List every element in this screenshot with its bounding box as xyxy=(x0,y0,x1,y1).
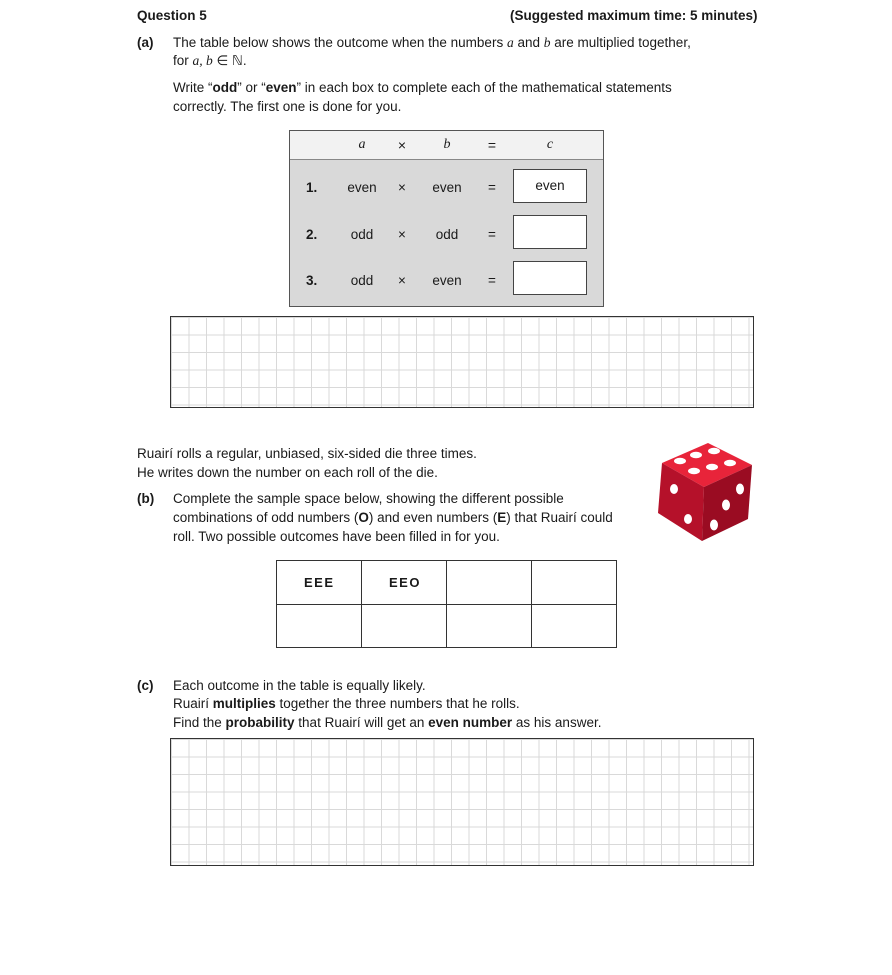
header-a: a xyxy=(358,137,366,152)
part-a-instruction: Write “odd” or “even” in each box to complete each of the mathematical statements xyxy=(173,80,672,95)
part-a-text-line1: The table below shows the outcome when the numbers a and b are multiplied together, xyxy=(173,35,691,50)
sample-cell[interactable] xyxy=(447,604,532,648)
sample-space-table xyxy=(276,560,617,648)
part-b-line3: roll. Two possible outcomes have been filled in for you. xyxy=(173,529,500,544)
part-c-label: (c) xyxy=(137,678,154,693)
sample-cell[interactable] xyxy=(447,561,532,605)
row-a-value: odd xyxy=(350,227,374,242)
part-c-line3: Find the probability that Ruairí will get an even number as his answer. xyxy=(173,715,602,730)
suggested-time: (Suggested maximum time: 5 minutes) xyxy=(510,8,758,23)
row-number: 1. xyxy=(306,180,318,195)
parity-table xyxy=(289,130,604,307)
times-sign: × xyxy=(398,180,406,195)
part-a-instruction-line2: correctly. The first one is done for you. xyxy=(173,99,402,114)
row-number: 3. xyxy=(306,273,318,288)
answer-grid-c[interactable] xyxy=(170,738,754,866)
times-sign: × xyxy=(398,273,406,288)
answer-grid-a[interactable] xyxy=(170,316,754,408)
die-image xyxy=(652,441,756,545)
intro-line1: Ruairí rolls a regular, unbiased, six-sided die three times. xyxy=(137,446,477,461)
sample-cell[interactable] xyxy=(532,604,617,648)
sample-cell[interactable] xyxy=(277,604,362,648)
row-number: 2. xyxy=(306,227,318,242)
part-b-label: (b) xyxy=(137,491,155,506)
sample-cell: EEO xyxy=(362,561,447,605)
sample-cell[interactable] xyxy=(532,561,617,605)
equals-sign: = xyxy=(488,180,496,195)
row-b-value: odd xyxy=(435,227,459,242)
times-sign: × xyxy=(398,227,406,242)
header-c: c xyxy=(546,137,554,152)
equals-sign: = xyxy=(488,273,496,288)
header-times: × xyxy=(397,137,407,153)
row-a-value: odd xyxy=(350,273,374,288)
part-b-line2: combinations of odd numbers (O) and even numbers (E) that Ruairí could xyxy=(173,510,613,525)
answer-box: even xyxy=(513,169,587,203)
row-b-value: even xyxy=(432,273,462,288)
part-c-line1: Each outcome in the table is equally likely. xyxy=(173,678,426,693)
equals-sign: = xyxy=(488,227,496,242)
part-a-label: (a) xyxy=(137,35,154,50)
sample-cell[interactable] xyxy=(362,604,447,648)
part-b-line1: Complete the sample space below, showing the different possible xyxy=(173,491,564,506)
part-a-text-line2: for a, b ∈ ℕ. xyxy=(173,53,247,68)
header-equals: = xyxy=(487,137,497,153)
row-a-value: even xyxy=(347,180,377,195)
part-c-line2: Ruairí multiplies together the three numbers that he rolls. xyxy=(173,696,520,711)
row-b-value: even xyxy=(432,180,462,195)
question-title: Question 5 xyxy=(137,8,207,23)
answer-box[interactable] xyxy=(513,261,587,295)
intro-line2: He writes down the number on each roll of the die. xyxy=(137,465,438,480)
answer-box[interactable] xyxy=(513,215,587,249)
header-b: b xyxy=(443,137,451,152)
sample-cell: EEE xyxy=(277,561,362,605)
parity-table-header xyxy=(290,131,603,160)
